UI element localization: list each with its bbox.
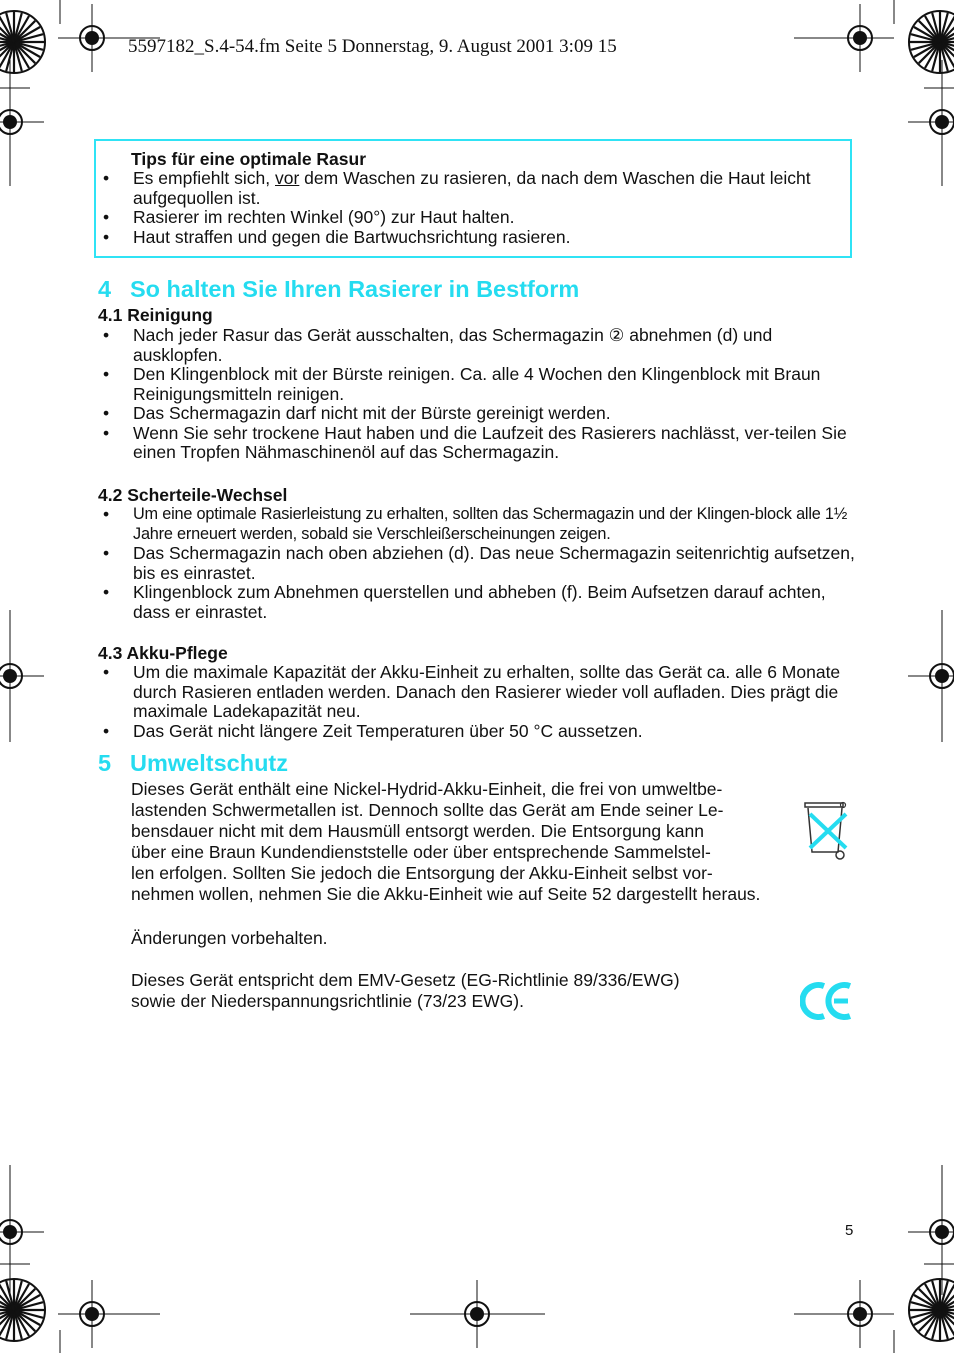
registration-mark-icon — [58, 1280, 126, 1348]
registration-mark-icon — [826, 1280, 894, 1348]
starburst-target-icon — [0, 11, 45, 73]
section-4-heading — [98, 276, 579, 303]
list-item: • Nach jeder Rasur das Gerät ausschalten, das Schermagazin ② abnehmen (d) und ausklopfen. — [103, 325, 773, 365]
tip-text-after: dem Waschen zu rasieren, da nach dem Waschen die Haut leicht aufgequollen ist. — [133, 168, 811, 208]
emv-paragraph: Dieses Gerät entspricht dem EMV-Gesetz (EG-Richtlinie 89/336/EWG) sowie der Niederspannungsrichtlinie (73/23 EWG). — [131, 970, 680, 1011]
registration-mark-icon — [0, 88, 44, 156]
tip-emphasis-vor: vor — [275, 168, 300, 188]
crossed-wheelie-bin-icon — [802, 800, 850, 862]
registration-mark-icon — [58, 4, 126, 72]
subsection-heading: 4.2 Scherteile-Wechsel — [98, 485, 288, 505]
list-item: • Um die maximale Kapazität der Akku-Einheit zu erhalten, sollte das Gerät ca. alle 6 Monate durch Rasieren entladen werden. Danach den Rasierer wieder voll aufladen. Dies prägt die maximale Ladekapazität neu. — [103, 662, 841, 721]
starburst-target-icon — [909, 11, 954, 73]
tip-text-before: Es empfiehlt sich, — [133, 168, 275, 188]
registration-mark-icon — [826, 4, 894, 72]
environment-paragraph: Dieses Gerät enthält eine Nickel-Hydrid-Akku-Einheit, die frei von umweltbe- lastenden Schwermetallen ist. Dennoch sollte das Gerät am Ende seiner Le- bensdauer nicht mit dem Hausmüll entsorgt werden. Die Entsorgung kann über eine Braun Kundendienststelle oder über entsprechende Sammelstel- len erfolgen. Sollten Sie jedoch die Entsorgung der Akku-Einheit selbst vor- nehmen wollen, nehmen Sie die Akku-Einheit wie auf Seite 52 dargestellt heraus. — [131, 779, 761, 904]
list-item: • Um eine optimale Rasierleistung zu erhalten, sollten das Schermagazin und der Klingen-block alle 1½ Jahre erneuert werden, sobald sie Verschleißerscheinungen zeigen. — [103, 504, 848, 543]
registration-mark-icon — [908, 642, 954, 710]
section-number: 4 — [98, 276, 112, 302]
scherteile-list — [98, 505, 858, 622]
list-item: • Das Gerät nicht längere Zeit Temperaturen über 50 °C aussetzen. — [103, 720, 643, 741]
registration-mark-icon — [908, 1198, 954, 1266]
list-item: • Wenn Sie sehr trockene Haut haben und die Laufzeit des Rasierers nachlässt, ver-teilen Sie einen Tropfen Nähmaschinenöl auf das Schermagazin. — [103, 422, 847, 462]
subsection-heading: 4.1 Reinigung — [98, 305, 213, 325]
list-item: • Rasierer im rechten Winkel (90°) zur Haut halten. — [103, 207, 515, 227]
starburst-target-icon — [909, 1279, 954, 1341]
page-number: 5 — [845, 1222, 854, 1239]
tips-list — [98, 169, 850, 247]
starburst-target-icon — [0, 1279, 45, 1341]
tips-box — [94, 139, 852, 258]
list-item: • Es empfiehlt sich, vor dem Waschen zu rasieren, da nach dem Waschen die Haut leicht aufgequollen ist. — [103, 168, 811, 208]
ce-mark-icon — [800, 978, 854, 1024]
list-item: • Das Schermagazin darf nicht mit der Bürste gereinigt werden. — [103, 403, 611, 423]
file-header-line: 5597182_S.4-54.fm Seite 5 Donnerstag, 9. August 2001 3:09 15 — [128, 36, 617, 57]
list-item: • Das Schermagazin nach oben abziehen (d). Das neue Schermagazin seitenrichtig aufsetzen, bis es einrastet. — [103, 543, 855, 583]
section-5-heading — [98, 750, 288, 777]
list-item: • Klingenblock zum Abnehmen querstellen und abheben (f). Beim Aufsetzen darauf achten, dass er einrastet. — [103, 582, 826, 622]
list-item: • Haut straffen und gegen die Bartwuchsrichtung rasieren. — [103, 226, 571, 247]
section-title: Umweltschutz — [130, 750, 288, 776]
changes-note: Änderungen vorbehalten. — [131, 928, 328, 948]
registration-mark-icon — [0, 642, 44, 710]
section-number: 5 — [98, 750, 112, 776]
reinigung-list — [98, 326, 858, 463]
list-item: • Den Klingenblock mit der Bürste reinigen. Ca. alle 4 Wochen den Klingenblock mit Braun Reinigungsmitteln reinigen. — [103, 364, 821, 404]
subsection-heading: 4.3 Akku-Pflege — [98, 643, 228, 663]
section-title: So halten Sie Ihren Rasierer in Bestform — [130, 276, 580, 302]
tips-title: Tips für eine optimale Rasur — [131, 149, 367, 169]
registration-mark-icon — [0, 1198, 44, 1266]
akku-list — [98, 663, 858, 741]
registration-mark-icon — [908, 88, 954, 156]
